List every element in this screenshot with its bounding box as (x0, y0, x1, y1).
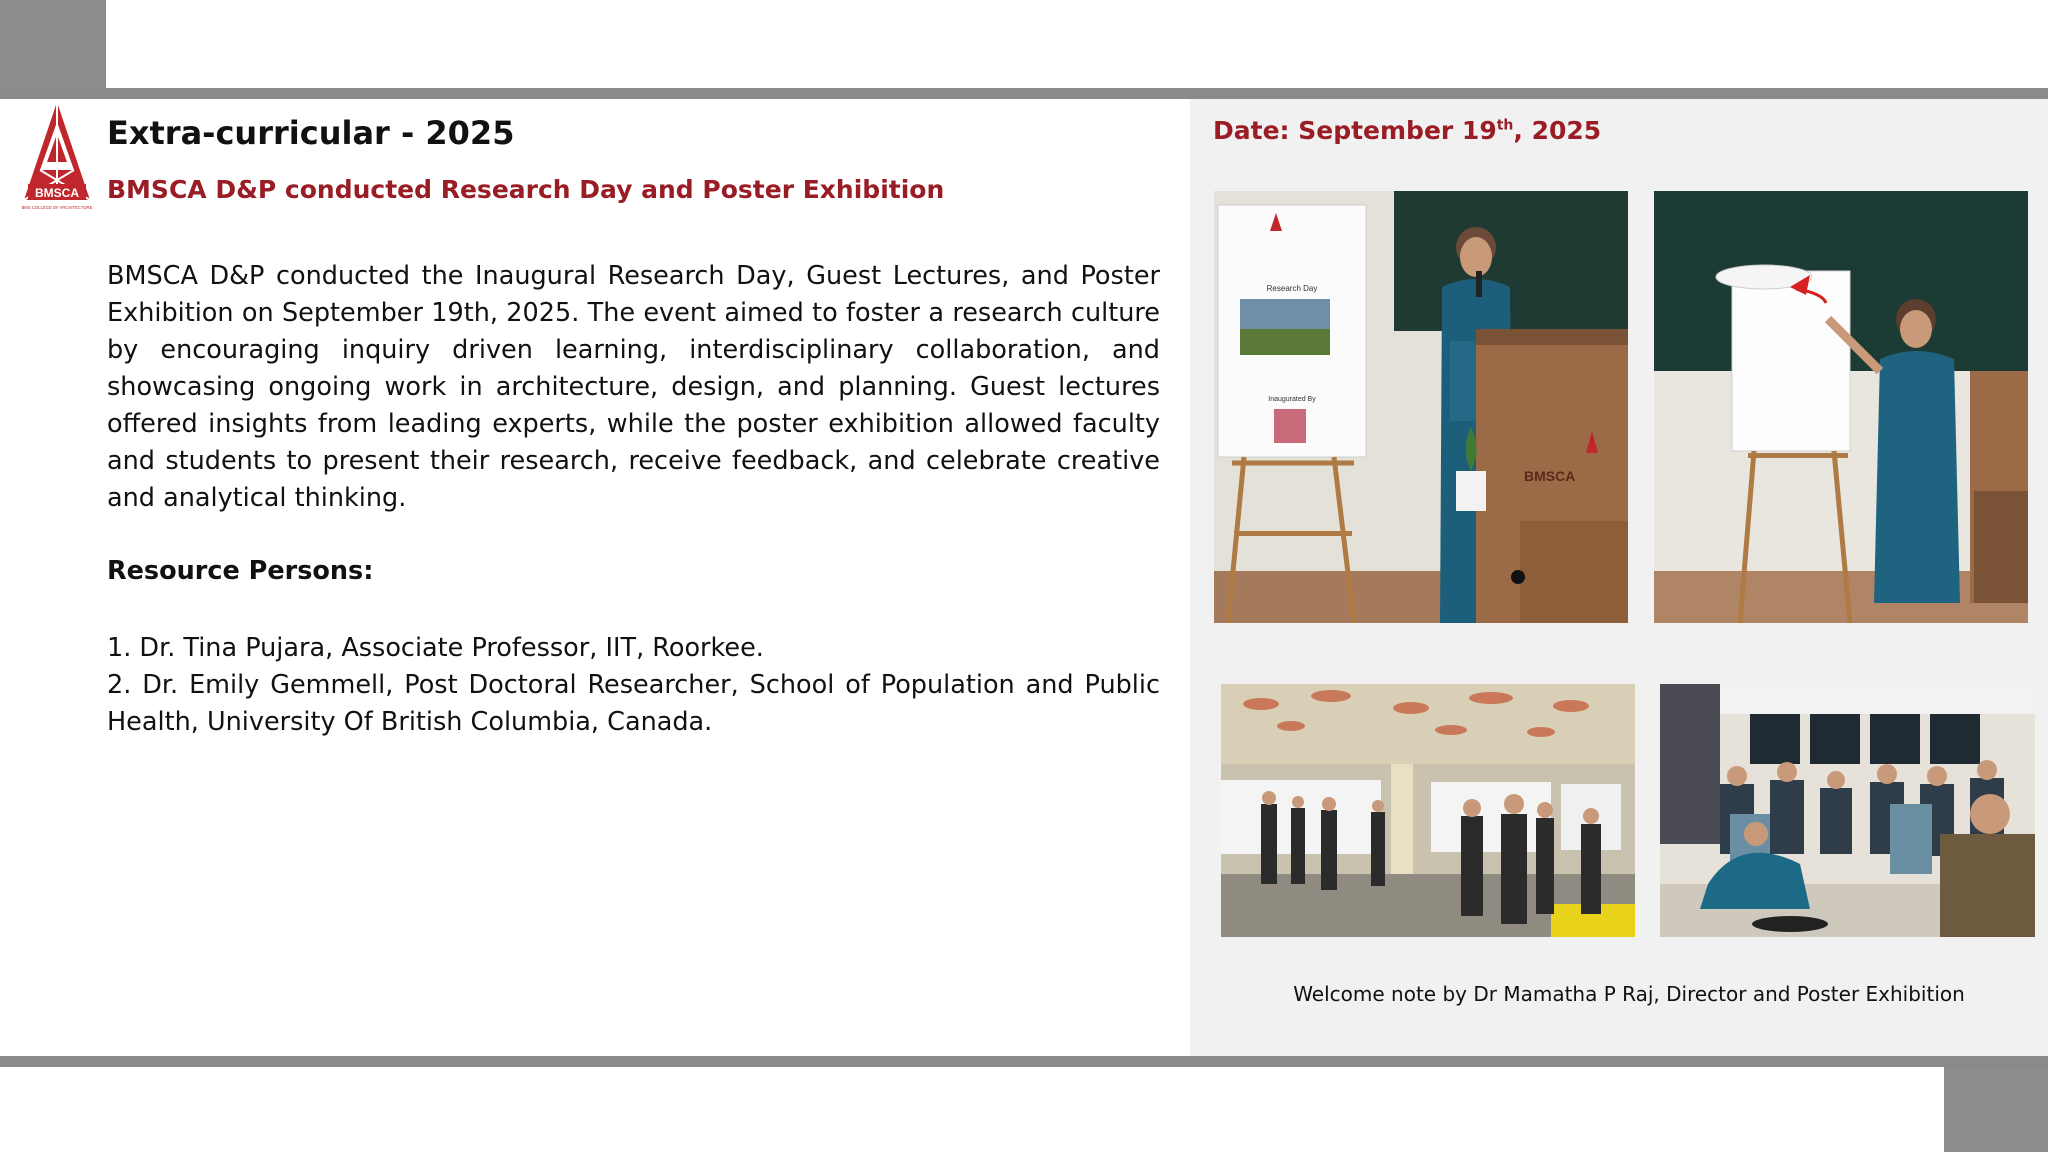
date-prefix: Date: September 19 (1213, 116, 1497, 145)
list-item: 1. Dr. Tina Pujara, Associate Professor, IIT, Roorkee. (107, 633, 764, 663)
list-item: 2. Dr. Emily Gemmell, Post Doctoral Researcher, School of Population and Public Health, University Of British Columbia, Canada. (107, 670, 1160, 737)
photo-caption: Welcome note by Dr Mamatha P Raj, Director and Poster Exhibition (1293, 982, 1965, 1006)
top-left-gray-block (0, 0, 106, 90)
event-date (1213, 116, 1601, 145)
bmsca-logo (20, 100, 94, 212)
resource-persons-list (107, 630, 1160, 741)
photo-speaker-podium (1214, 191, 1628, 623)
page-subtitle: BMSCA D&P conducted Research Day and Poster Exhibition (107, 175, 945, 204)
page-title: Extra-curricular - 2025 (107, 114, 515, 152)
podium-text: BMSCA (1524, 468, 1576, 484)
logo-tagline: BMS COLLEGE OF ARCHITECTURE (21, 205, 93, 210)
date-ordinal: th (1496, 117, 1514, 134)
bottom-divider (0, 1056, 2048, 1067)
top-divider (0, 88, 2048, 99)
photo-poster-exhibition (1221, 684, 1635, 937)
poster-inaugurated-label: Inaugurated By (1268, 396, 1316, 403)
photo-seated-audience (1660, 684, 2035, 937)
date-year: , 2025 (1513, 116, 1602, 145)
event-description (107, 258, 1160, 517)
resource-persons-heading: Resource Persons: (107, 556, 374, 586)
photo-ribbon-unveiling (1654, 191, 2028, 623)
description-paragraph: BMSCA D&P conducted the Inaugural Research Day, Guest Lectures, and Poster Exhibition on September 19th, 2025. The event aimed to foster a research culture by encouraging inquiry driven learning, interdisciplinary collaboration, and showcasing ongoing work in architecture, design, and planning. Guest lectures offered insights from leading experts, while the poster exhibition allowed faculty and students to present their research, receive feedback, and celebrate creative and analytical thinking. (107, 261, 1160, 513)
logo-initials: BMSCA (35, 186, 79, 200)
bottom-right-gray-block (1944, 1067, 2048, 1152)
poster-heading: Research Day (1266, 284, 1318, 293)
